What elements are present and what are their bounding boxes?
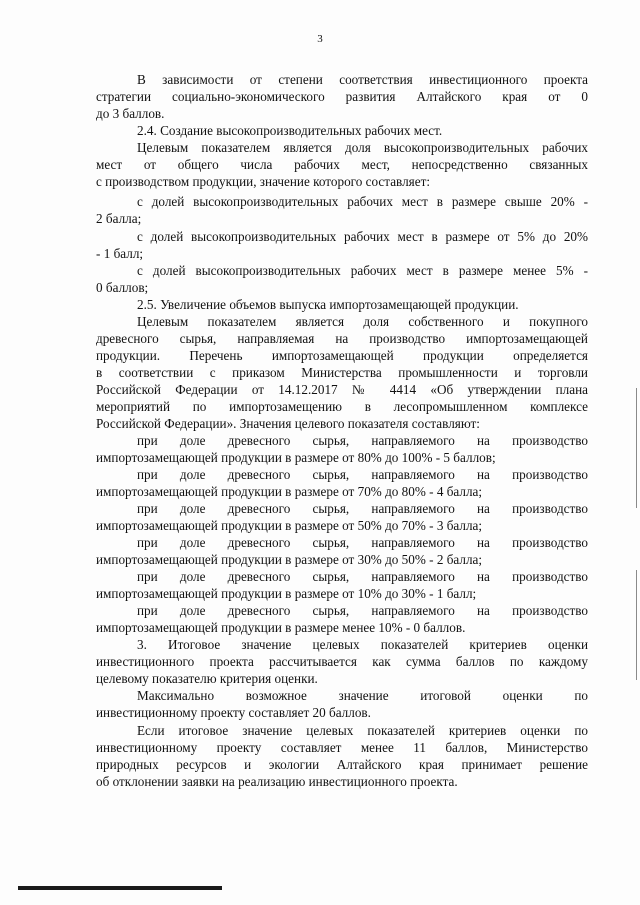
section-heading: 2.4. Создание высокопроизводительных рабочих мест. bbox=[137, 123, 443, 138]
paragraph-line: с долей высокопроизводительных рабочих мест в размере свыше 20% - bbox=[137, 194, 588, 209]
paragraph-line: Целевым показателем является доля собственного и покупного bbox=[137, 314, 588, 329]
paragraph-line: импортозамещающей продукции в размере от 50% до 70% - 3 балла; bbox=[96, 518, 483, 533]
paragraph-line: 3. Итоговое значение целевых показателей критериев оценки bbox=[137, 637, 588, 652]
paragraph-line: Российской Федерации от 14.12.2017 № 4414 «Об утверждении плана bbox=[96, 382, 588, 397]
section-heading: 2.5. Увеличение объемов выпуска импортозамещающей продукции. bbox=[137, 297, 519, 312]
scan-edge-bar bbox=[18, 886, 222, 890]
paragraph-line: до 3 баллов. bbox=[96, 106, 165, 121]
paragraph-line: при доле древесного сырья, направляемого на производство bbox=[137, 433, 588, 448]
paragraph-line: инвестиционному проекту составляет менее 11 баллов, Министерство bbox=[96, 740, 588, 755]
paragraph-line: в соответствии с приказом Министерства промышленности и торговли bbox=[96, 365, 588, 380]
paragraph-line: инвестиционному проекту составляет 20 баллов. bbox=[96, 705, 371, 720]
paragraph-line: - 1 балл; bbox=[96, 246, 144, 261]
paragraph-line: с производством продукции, значение которого составляет: bbox=[96, 174, 431, 189]
paragraph-line: стратегии социально-экономического развития Алтайского края от 0 bbox=[96, 89, 588, 104]
paragraph-line: импортозамещающей продукции в размере от 30% до 50% - 2 балла; bbox=[96, 552, 483, 567]
paragraph-line: при доле древесного сырья, направляемого на производство bbox=[137, 535, 588, 550]
paragraph-line: импортозамещающей продукции в размере от 70% до 80% - 4 балла; bbox=[96, 484, 483, 499]
paragraph-line: Если итоговое значение целевых показателей критериев оценки по bbox=[137, 723, 588, 738]
paragraph-line: продукции. Перечень импортозамещающей продукции определяется bbox=[96, 348, 588, 363]
paragraph-line: с долей высокопроизводительных рабочих мест в размере от 5% до 20% bbox=[137, 229, 588, 244]
paragraph-line: мероприятий по импортозамещению в лесопромышленном комплексе bbox=[96, 399, 588, 414]
paragraph-line: при доле древесного сырья, направляемого на производство bbox=[137, 569, 588, 584]
paragraph-line: об отклонении заявки на реализацию инвестиционного проекта. bbox=[96, 774, 458, 789]
paragraph-line: при доле древесного сырья, направляемого на производство bbox=[137, 501, 588, 516]
paragraph-line: природных ресурсов и экологии Алтайского края принимает решение bbox=[96, 757, 588, 772]
paragraph-line: с долей высокопроизводительных рабочих мест в размере менее 5% - bbox=[137, 263, 588, 278]
paragraph-line: Целевым показателем является доля высокопроизводительных рабочих bbox=[137, 140, 588, 155]
paragraph-line: Российской Федерации». Значения целевого показателя составляют: bbox=[96, 416, 480, 431]
paragraph-line: импортозамещающей продукции в размере менее 10% - 0 баллов. bbox=[96, 620, 466, 635]
paragraph-line: 2 балла; bbox=[96, 211, 142, 226]
scan-edge-mark bbox=[636, 570, 637, 680]
paragraph-line: целевому показателю критерия оценки. bbox=[96, 671, 318, 686]
scan-edge-mark bbox=[636, 388, 637, 508]
paragraph-line: импортозамещающей продукции в размере от 80% до 100% - 5 баллов; bbox=[96, 450, 496, 465]
paragraph-line: при доле древесного сырья, направляемого на производство bbox=[137, 467, 588, 482]
paragraph-line: мест от общего числа рабочих мест, непосредственно связанных bbox=[96, 157, 588, 172]
page-number: 3 bbox=[317, 33, 323, 45]
paragraph-line: инвестиционного проекта рассчитывается как сумма баллов по каждому bbox=[96, 654, 588, 669]
paragraph-line: при доле древесного сырья, направляемого на производство bbox=[137, 603, 588, 618]
paragraph-line: древесного сырья, направляемая на производство импортозамещающей bbox=[96, 331, 588, 346]
paragraph-line: В зависимости от степени соответствия инвестиционного проекта bbox=[137, 72, 588, 87]
paragraph-line: импортозамещающей продукции в размере от 10% до 30% - 1 балл; bbox=[96, 586, 477, 601]
paragraph-line: Максимально возможное значение итоговой оценки по bbox=[137, 688, 588, 703]
paragraph-line: 0 баллов; bbox=[96, 280, 149, 295]
